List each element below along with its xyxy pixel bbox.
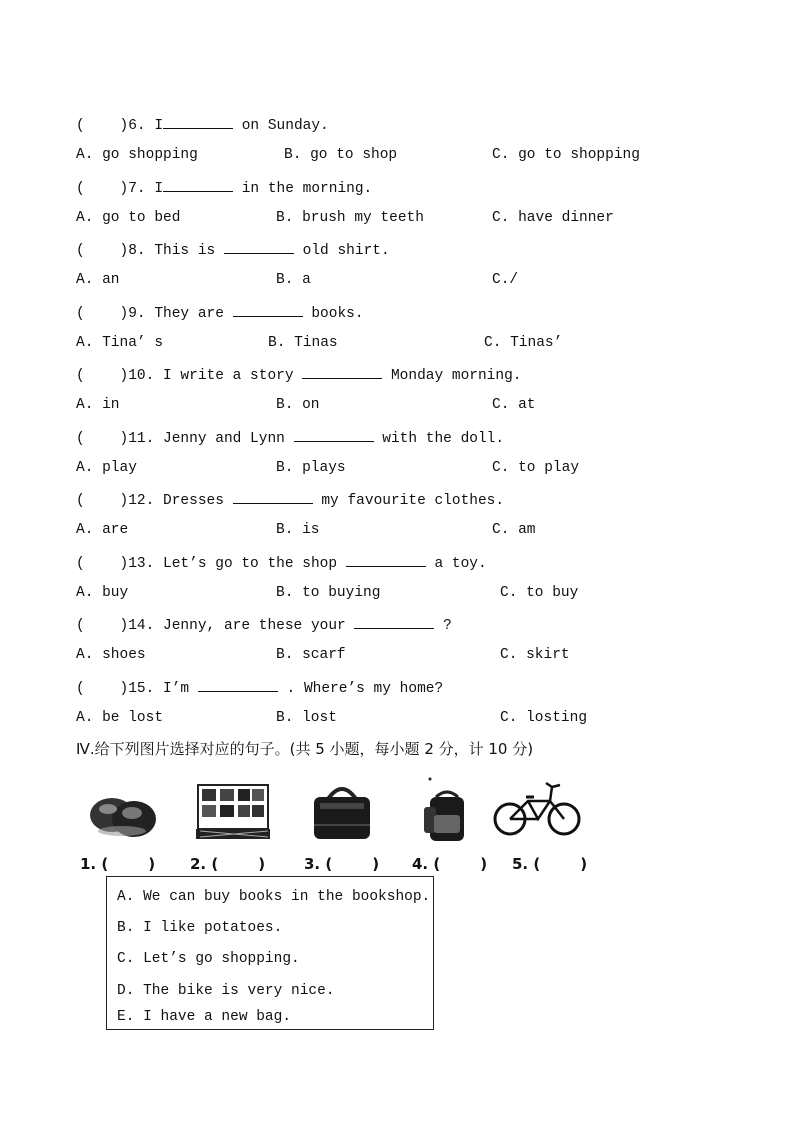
question-text-before: I bbox=[154, 180, 164, 197]
question-15 bbox=[76, 679, 443, 697]
question-text-before: I write a story bbox=[163, 368, 294, 384]
option-a: A. go to bed bbox=[76, 209, 181, 226]
section-4-title: Ⅳ.给下列图片选择对应的句子。(共 5 小题，每小题 2 分，计 10 分) bbox=[76, 740, 534, 758]
option-b: B. lost bbox=[276, 709, 337, 726]
answer-blank[interactable] bbox=[302, 366, 382, 379]
question-number: 7. bbox=[128, 180, 146, 197]
question-number: 8. bbox=[128, 243, 146, 259]
question-number: 14. bbox=[128, 618, 155, 634]
option-a: A. play bbox=[76, 459, 137, 476]
option-a: A. buy bbox=[76, 584, 129, 601]
question-9 bbox=[76, 304, 364, 322]
question-number: 10. bbox=[128, 368, 155, 384]
question-text-after: Monday morning. bbox=[390, 368, 522, 384]
answer-blank[interactable] bbox=[346, 554, 426, 567]
question-text-before: Jenny, are these your bbox=[163, 618, 346, 634]
question-text-before: Dresses bbox=[163, 493, 224, 509]
answer-paren[interactable]: ( ) bbox=[76, 680, 129, 697]
option-b: B. on bbox=[276, 397, 320, 413]
option-b: B. go to shop bbox=[284, 147, 398, 163]
answer-blank[interactable] bbox=[163, 179, 233, 192]
question-6 bbox=[76, 116, 329, 134]
picture-number: 2. ( bbox=[190, 855, 219, 873]
option-a: A. be lost bbox=[76, 709, 164, 726]
backpack-image bbox=[420, 775, 472, 845]
answer-paren[interactable]: ( ) bbox=[76, 368, 129, 384]
question-text-after: in the morning. bbox=[241, 180, 373, 197]
close-paren: ) bbox=[480, 855, 488, 873]
picture-number: 5. ( bbox=[512, 855, 541, 873]
question-11 bbox=[76, 429, 504, 447]
option-a: A. shoes bbox=[76, 647, 146, 663]
question-text-before: I bbox=[154, 118, 164, 134]
option-c: C. at bbox=[492, 397, 536, 413]
sentence-a: A. We can buy books in the bookshop. bbox=[117, 889, 431, 905]
option-c: C. am bbox=[492, 522, 536, 538]
answer-blank[interactable] bbox=[198, 679, 278, 692]
answer-blank[interactable] bbox=[354, 616, 434, 629]
sentence-e: E. I have a new bag. bbox=[117, 1009, 292, 1025]
close-paren: ) bbox=[258, 855, 266, 873]
question-text-before: I’m bbox=[163, 680, 190, 697]
option-c: C. to buy bbox=[500, 584, 579, 601]
picture-answer-5[interactable] bbox=[512, 855, 587, 873]
option-b: B. to buying bbox=[276, 584, 381, 601]
option-c: C. go to shopping bbox=[492, 147, 640, 163]
option-c: C. Tinas’ bbox=[484, 334, 563, 351]
bookshop-image bbox=[192, 775, 272, 845]
sentence-c: C. Let’s go shopping. bbox=[117, 951, 300, 967]
answer-blank[interactable] bbox=[163, 116, 233, 129]
answer-paren[interactable]: ( ) bbox=[76, 118, 129, 134]
picture-answer-4[interactable] bbox=[412, 855, 487, 873]
close-paren: ) bbox=[148, 855, 156, 873]
question-text-before: Jenny and Lynn bbox=[163, 430, 285, 447]
question-14 bbox=[76, 616, 452, 634]
question-number: 6. bbox=[128, 118, 146, 134]
question-text-after: on Sunday. bbox=[241, 118, 329, 134]
option-a: A. go shopping bbox=[76, 147, 198, 163]
option-c: C. skirt bbox=[500, 647, 570, 663]
option-b: B. scarf bbox=[276, 647, 346, 663]
question-13 bbox=[76, 554, 487, 572]
close-paren: ) bbox=[372, 855, 380, 873]
option-c: C./ bbox=[492, 272, 519, 288]
option-c: C. to play bbox=[492, 459, 580, 476]
question-text-before: This is bbox=[154, 243, 216, 259]
sentence-b: B. I like potatoes. bbox=[117, 920, 283, 936]
question-8 bbox=[76, 241, 390, 259]
answer-blank[interactable] bbox=[233, 491, 313, 504]
answer-blank[interactable] bbox=[294, 429, 374, 442]
question-text-before: Let’s go to the shop bbox=[163, 555, 338, 572]
sentence-d: D. The bike is very nice. bbox=[117, 983, 335, 999]
question-text-after: . Where’s my home? bbox=[286, 680, 444, 697]
picture-answer-2[interactable] bbox=[190, 855, 265, 873]
picture-number: 4. ( bbox=[412, 855, 441, 873]
answer-paren[interactable]: ( ) bbox=[76, 555, 129, 572]
question-text-after: a toy. bbox=[434, 555, 487, 572]
answer-paren[interactable]: ( ) bbox=[76, 243, 129, 259]
answer-paren[interactable]: ( ) bbox=[76, 430, 129, 447]
question-number: 11. bbox=[128, 430, 155, 447]
potatoes-image bbox=[88, 775, 160, 845]
question-number: 13. bbox=[128, 555, 155, 572]
answer-paren[interactable]: ( ) bbox=[76, 305, 129, 322]
picture-answer-1[interactable] bbox=[80, 855, 155, 873]
picture-number: 3. ( bbox=[304, 855, 333, 873]
question-text-after: old shirt. bbox=[302, 243, 390, 259]
picture-number: 1. ( bbox=[80, 855, 109, 873]
option-b: B. plays bbox=[276, 459, 346, 476]
question-number: 15. bbox=[128, 680, 155, 697]
answer-paren[interactable]: ( ) bbox=[76, 180, 129, 197]
option-b: B. brush my teeth bbox=[276, 209, 424, 226]
question-7 bbox=[76, 179, 372, 197]
option-a: A. Tina’ s bbox=[76, 334, 164, 351]
bag-image bbox=[310, 775, 374, 845]
close-paren: ) bbox=[580, 855, 588, 873]
option-b: B. a bbox=[276, 272, 311, 288]
option-b: B. Tinas bbox=[268, 334, 338, 351]
option-c: C. have dinner bbox=[492, 209, 614, 226]
question-text-after: with the doll. bbox=[382, 430, 505, 447]
sentence-box bbox=[106, 876, 434, 1030]
question-number: 12. bbox=[128, 493, 155, 509]
question-10 bbox=[76, 366, 522, 384]
question-text-after: my favourite clothes. bbox=[321, 493, 505, 509]
option-b: B. is bbox=[276, 522, 320, 538]
option-c: C. losting bbox=[500, 709, 588, 726]
answer-paren[interactable]: ( ) bbox=[76, 493, 129, 509]
question-text-before: They are bbox=[154, 305, 224, 322]
answer-blank[interactable] bbox=[224, 241, 294, 254]
option-a: A. in bbox=[76, 397, 120, 413]
question-text-after: books. bbox=[311, 305, 364, 322]
picture-answer-3[interactable] bbox=[304, 855, 379, 873]
answer-blank[interactable] bbox=[233, 304, 303, 317]
bike-image bbox=[492, 775, 584, 845]
question-12 bbox=[76, 491, 504, 509]
answer-paren[interactable]: ( ) bbox=[76, 618, 129, 634]
question-number: 9. bbox=[128, 305, 146, 322]
question-text-after: ? bbox=[443, 618, 452, 634]
option-a: A. an bbox=[76, 272, 120, 288]
option-a: A. are bbox=[76, 522, 129, 538]
